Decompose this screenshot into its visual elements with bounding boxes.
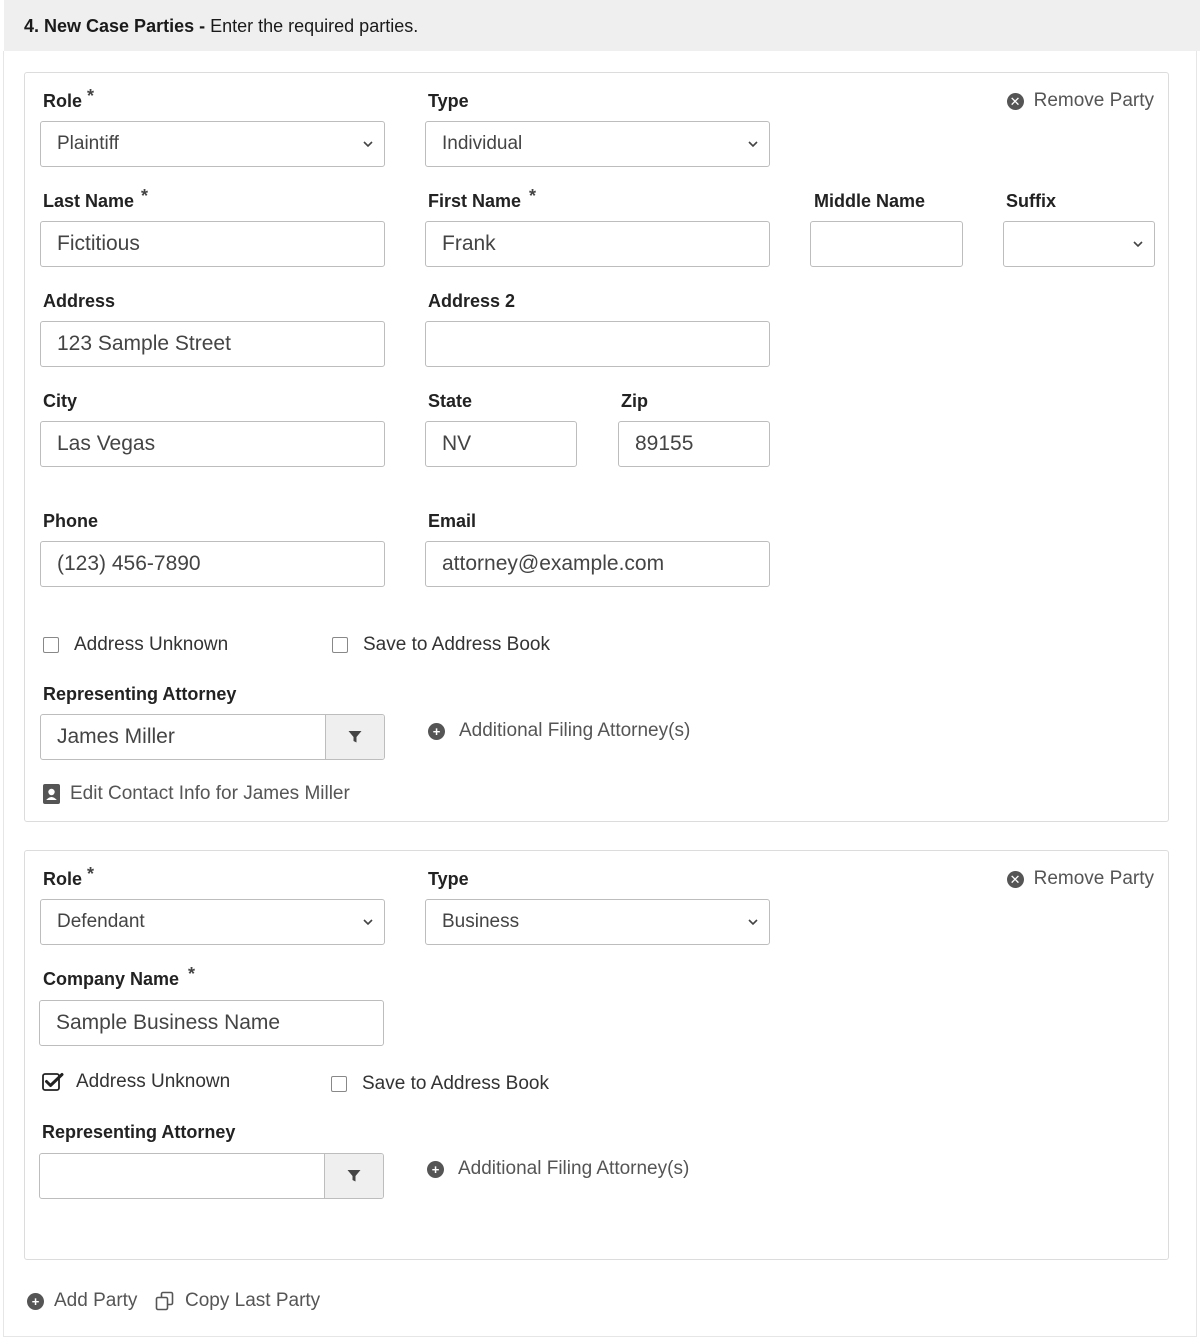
zip-input[interactable]: 89155 xyxy=(618,421,770,467)
address2-label: Address 2 xyxy=(428,291,516,311)
company-name-label: Company Name xyxy=(43,969,180,989)
last-name-input[interactable]: Fictitious xyxy=(40,221,385,267)
suffix-select[interactable] xyxy=(1003,221,1155,267)
role-select[interactable] xyxy=(40,121,385,167)
edit-contact-info-label: Edit Contact Info for James Miller xyxy=(70,783,350,804)
save-to-address-book-label: Save to Address Book xyxy=(363,634,550,655)
type-select-value: Business xyxy=(442,911,520,932)
remove-party-button[interactable] xyxy=(1007,868,1154,890)
plus-circle-icon: + xyxy=(428,723,445,740)
copy-last-party-label: Copy Last Party xyxy=(185,1290,321,1311)
first-name-label: First Name xyxy=(428,191,522,211)
section-step-subtitle: Enter the required parties. xyxy=(205,16,419,36)
contact-card-icon xyxy=(43,784,60,804)
type-select-value: Individual xyxy=(442,133,523,154)
plus-circle-icon: + xyxy=(27,1293,44,1310)
address2-input[interactable] xyxy=(425,321,770,367)
company-name-input[interactable]: Sample Business Name xyxy=(39,1000,384,1046)
city-label: City xyxy=(43,391,78,411)
checkbox-unchecked-icon xyxy=(331,1076,347,1092)
address-unknown-label: Address Unknown xyxy=(76,1071,231,1092)
filter-icon xyxy=(348,730,362,744)
attorney-filter-button[interactable] xyxy=(324,1154,383,1198)
remove-party-label: Remove Party xyxy=(1033,90,1154,111)
save-to-address-book-checkbox[interactable] xyxy=(332,634,550,656)
party-card-plaintiff xyxy=(24,72,1169,822)
state-label: State xyxy=(428,391,473,411)
type-label: Type xyxy=(428,869,469,889)
email-input[interactable]: attorney@example.com xyxy=(425,541,770,587)
required-mark: * xyxy=(529,186,537,206)
save-to-address-book-checkbox[interactable] xyxy=(331,1073,549,1095)
middle-name-label: Middle Name xyxy=(814,191,926,211)
checkbox-unchecked-icon xyxy=(332,637,348,653)
address-input[interactable]: 123 Sample Street xyxy=(40,321,385,367)
required-mark: * xyxy=(141,186,149,206)
suffix-label: Suffix xyxy=(1006,191,1057,211)
phone-input[interactable]: (123) 456-7890 xyxy=(40,541,385,587)
required-mark: * xyxy=(188,964,196,984)
attorney-filter-button[interactable] xyxy=(325,715,384,759)
section-header xyxy=(4,0,1200,51)
required-mark: * xyxy=(87,864,95,884)
remove-circle-icon: ✕ xyxy=(1007,871,1024,888)
role-label: Role xyxy=(43,91,83,111)
additional-filing-attorneys-label: Additional Filing Attorney(s) xyxy=(459,720,691,741)
email-label: Email xyxy=(428,511,477,531)
representing-attorney-field xyxy=(39,1153,384,1199)
role-select-value: Plaintiff xyxy=(57,133,119,154)
filter-icon xyxy=(347,1169,361,1183)
chevron-down-icon xyxy=(362,138,374,150)
remove-party-button[interactable] xyxy=(1007,90,1154,112)
additional-filing-attorneys-button[interactable] xyxy=(428,720,690,742)
type-select[interactable] xyxy=(425,899,770,945)
remove-party-label: Remove Party xyxy=(1033,868,1154,889)
representing-attorney-input[interactable]: James Miller xyxy=(57,725,175,748)
chevron-down-icon xyxy=(1132,238,1144,250)
required-mark: * xyxy=(87,86,95,106)
copy-icon xyxy=(155,1291,175,1311)
middle-name-input[interactable] xyxy=(810,221,963,267)
state-input[interactable]: NV xyxy=(425,421,577,467)
city-input[interactable]: Las Vegas xyxy=(40,421,385,467)
address-label: Address xyxy=(43,291,116,311)
plus-circle-icon: + xyxy=(427,1161,444,1178)
edit-contact-info-link[interactable] xyxy=(43,783,350,805)
chevron-down-icon xyxy=(747,138,759,150)
party-card-defendant xyxy=(24,850,1169,1260)
type-label: Type xyxy=(428,91,469,111)
address-unknown-checkbox[interactable] xyxy=(42,1071,230,1093)
additional-filing-attorneys-label: Additional Filing Attorney(s) xyxy=(458,1158,690,1179)
representing-attorney-input[interactable] xyxy=(40,1154,324,1198)
address-unknown-checkbox[interactable] xyxy=(43,634,228,656)
copy-last-party-button[interactable] xyxy=(155,1290,320,1312)
zip-label: Zip xyxy=(621,391,648,411)
role-select-value: Defendant xyxy=(57,911,145,932)
first-name-input[interactable]: Frank xyxy=(425,221,770,267)
add-party-button[interactable] xyxy=(27,1290,137,1312)
phone-label: Phone xyxy=(43,511,99,531)
section-step-title: 4. New Case Parties - xyxy=(24,16,206,36)
last-name-label: Last Name xyxy=(43,191,135,211)
remove-circle-icon: ✕ xyxy=(1007,93,1024,110)
chevron-down-icon xyxy=(747,916,759,928)
role-label: Role xyxy=(43,869,83,889)
representing-attorney-label: Representing Attorney xyxy=(43,684,237,704)
representing-attorney-field xyxy=(40,714,385,760)
add-party-label: Add Party xyxy=(54,1290,138,1311)
representing-attorney-label: Representing Attorney xyxy=(42,1122,236,1142)
checkbox-checked-icon xyxy=(42,1072,64,1092)
type-select[interactable] xyxy=(425,121,770,167)
checkbox-unchecked-icon xyxy=(43,637,59,653)
chevron-down-icon xyxy=(362,916,374,928)
additional-filing-attorneys-button[interactable] xyxy=(427,1158,689,1180)
address-unknown-label: Address Unknown xyxy=(74,634,229,655)
role-select[interactable] xyxy=(40,899,385,945)
save-to-address-book-label: Save to Address Book xyxy=(362,1073,549,1094)
